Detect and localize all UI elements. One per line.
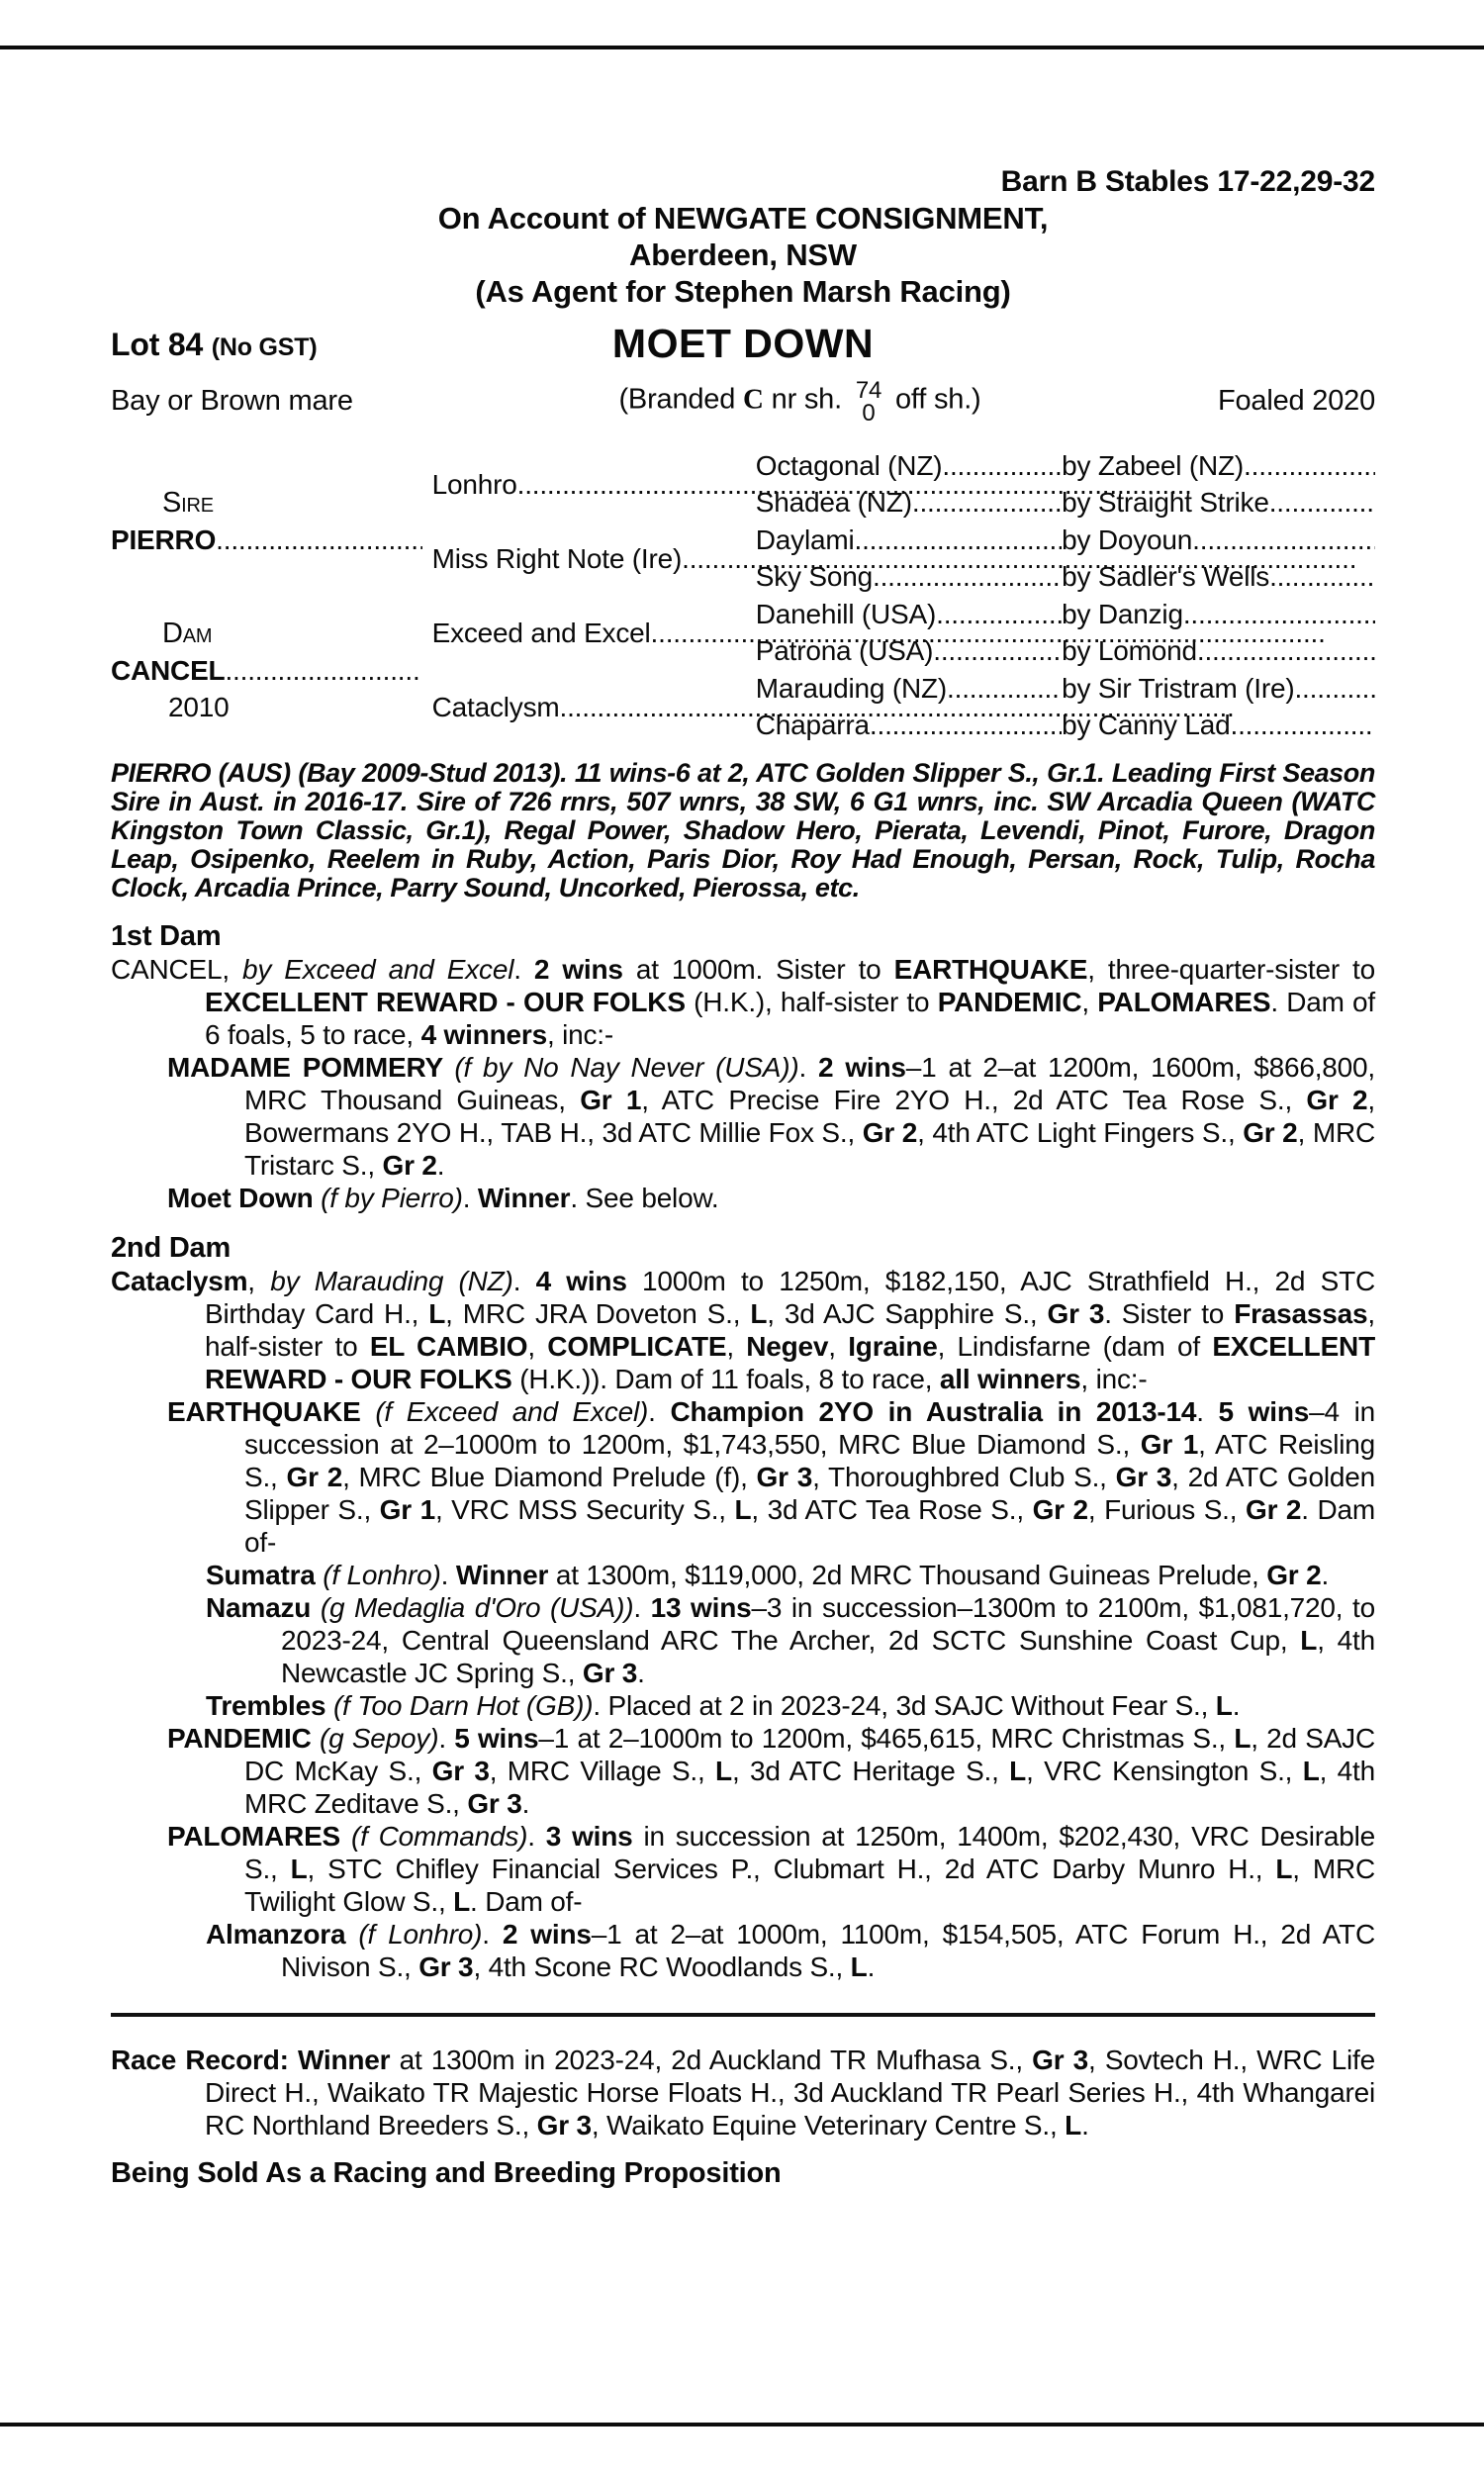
pedigree-row: Daylami ..... by Doyoun ..... xyxy=(756,522,1375,559)
pedigree-row: Sky Song ..... by Sadler's Wells ..... xyxy=(756,559,1375,597)
pedigree-row: Danehill (USA) ..... by Danzig ..... xyxy=(756,596,1375,633)
barn-stables-line: Barn B Stables 17-22,29-32 xyxy=(1000,165,1375,198)
pedigree-row: Octagonal (NZ) ..... by Zabeel (NZ) ..... xyxy=(756,447,1375,485)
brand-number-bottom: 0 xyxy=(862,400,876,427)
leader-dots xyxy=(912,487,1062,519)
color-sex: Bay or Brown mare xyxy=(111,384,353,417)
brand-suffix: off sh.) xyxy=(895,383,981,416)
brand-symbol: C xyxy=(743,383,764,416)
entry-trembles: Trembles (f Too Darn Hot (GB)). Placed at 2 in 2023-24, 3d SAJC Without Fear S., L. xyxy=(206,1690,1241,1721)
consignor-line-1: On Account of NEWGATE CONSIGNMENT, xyxy=(437,201,1049,236)
entry-namazu: Namazu (g Medaglia d'Oro (USA)). 13 wins–3 in succession–1300m to 2100m, $1,081,720, to 2023-24, Central Queensland ARC The Archer, 2d SCTC Sunshine Coast Cup, L, 4th Newcastle JC Spring S., Gr 3. xyxy=(206,1592,1375,1688)
lot-number-label: Lot 84 xyxy=(111,327,204,362)
second-dam-heading: 2nd Dam xyxy=(111,1232,232,1264)
first-dam-paragraph-cancel: CANCEL, by Exceed and Excel. 2 wins at 1000m. Sister to EARTHQUAKE, three-quarter-sister to EXCELLENT REWARD - OUR FOLKS (H.K.), half-sister to PANDEMIC, PALOMARES. Dam of 6 foals, 5 to race, 4 winners, inc:- xyxy=(111,954,1375,1050)
leader-dots xyxy=(225,652,421,689)
pedigree-row: Marauding (NZ) ..... by Sir Tristram (Ire) ..... xyxy=(756,670,1375,708)
sire-summary-paragraph: PIERRO (AUS) (Bay 2009-Stud 2013). 11 wins-6 at 2, ATC Golden Slipper S., Gr.1. Leading First Season Sire in Aust. in 2016-17. Sire of 726 rnrs, 507 wnrs, 38 SW, 6 G1 wnrs, inc. SW Arcadia Queen (WATC Kingston Town Classic, Gr.1), Regal Power, Shadow Hero, Pierata, Levendi, Pinot, Furore, Dragon Leap, Osipenko, Reelem in Ruby, Action, Paris Dior, Roy Had Enough, Persan, Rock, Tulip, Rocha Clock, Arcadia Prince, Parry Sound, Uncorked, Pierossa, etc. xyxy=(111,758,1375,903)
horse-description-row xyxy=(111,374,1375,428)
first-dam-heading: 1st Dam xyxy=(111,920,222,952)
pedigree-row: Shadea (NZ) ..... by Straight Strike ..... xyxy=(756,485,1375,523)
leader-dots xyxy=(936,599,1062,630)
leader-dots xyxy=(1183,599,1375,630)
leader-dots xyxy=(947,673,1062,705)
pedigree-row: Patrona (USA) ..... by Lomond ..... xyxy=(756,633,1375,671)
brand-number-stack xyxy=(850,379,887,425)
section-divider-line xyxy=(111,2013,1375,2017)
entry-almanzora: Almanzora (f Lonhro). 2 wins–1 at 2–at 1000m, 1100m, $154,505, ATC Forum H., 2d ATC Nivison S., Gr 3, 4th Scone RC Woodlands S., L. xyxy=(206,1919,1375,1982)
foaled-year: Foaled 2020 xyxy=(1217,384,1375,417)
sire-block xyxy=(111,447,432,596)
sire-label: Sire xyxy=(162,487,214,519)
second-dam-paragraph-cataclysm: Cataclysm, by Marauding (NZ). 4 wins 1000m to 1250m, $182,150, AJC Strathfield H., 2d STC Birthday Card H., L, MRC JRA Doveton S., L, 3d AJC Sapphire S., Gr 3. Sister to Frasassas, half-sister to EL CAMBIO, COMPLICATE, Negev, Igraine, Lindisfarne (dam of EXCELLENT REWARD - OUR FOLKS (H.K.)). Dam of 11 foals, 8 to race, all winners, inc:- xyxy=(111,1266,1375,1394)
brand-info xyxy=(462,377,1138,427)
leader-dots xyxy=(873,561,1062,593)
pedigree-row: Chaparra ..... by Canny Lad ..... xyxy=(756,708,1375,745)
entry-sumatra: Sumatra (f Lonhro). Winner at 1300m, $119,000, 2d MRC Thousand Guineas Prelude, Gr 2. xyxy=(206,1560,1330,1590)
consignor-line-2: Aberdeen, NSW xyxy=(629,238,857,272)
dam-foaling-year: 2010 xyxy=(168,691,230,722)
brand-prefix: (Branded xyxy=(618,383,736,416)
leader-dots xyxy=(1244,450,1375,482)
gen2-sire-sire: Lonhro ..... xyxy=(432,447,756,522)
sire-name: PIERRO xyxy=(111,524,217,555)
leader-dots xyxy=(855,524,1063,556)
consignor-line-3: (As Agent for Stephen Marsh Racing) xyxy=(475,274,1011,309)
entry-moet-down: Moet Down (f by Pierro). Winner. See below. xyxy=(167,1183,719,1213)
bottom-border-line xyxy=(0,2423,1484,2426)
dam-block xyxy=(111,596,432,744)
leader-dots xyxy=(942,450,1062,482)
gen2-sire-dam: Miss Right Note (Ire) ..... xyxy=(432,522,756,596)
gen2-dam-dam: Cataclysm ..... xyxy=(432,670,756,744)
leader-dots xyxy=(870,710,1062,741)
lot-number xyxy=(111,327,317,363)
leader-dots xyxy=(1269,487,1375,519)
entry-madame-pommery: MADAME POMMERY (f by No Nay Never (USA)). 2 wins–1 at 2–at 1200m, 1600m, $866,800, MRC Thousand Guineas, Gr 1, ATC Precise Fire 2YO H., 2d ATC Tea Rose S., Gr 2, Bowermans 2YO H., TAB H., 3d ATC Millie Fox S., Gr 2, 4th ATC Light Fingers S., Gr 2, MRC Tristarc S., Gr 2. xyxy=(167,1052,1376,1181)
pedigree-table xyxy=(111,447,1375,744)
pedigree-gen1-column xyxy=(111,447,432,744)
entry-pandemic: PANDEMIC (g Sepoy). 5 wins–1 at 2–1000m to 1200m, $465,615, MRC Christmas S., L, 2d SAJC DC McKay S., Gr 3, MRC Village S., L, 3d ATC Heritage S., L, VRC Kensington S., L, 4th MRC Zeditave S., Gr 3. xyxy=(167,1723,1375,1819)
sale-condition-note: Being Sold As a Racing and Breeding Proposition xyxy=(111,2157,782,2189)
lot-title-row xyxy=(111,319,1375,368)
entry-palomares: PALOMARES (f Commands). 3 wins in succession at 1250m, 1400m, $202,430, VRC Desirable S., L, STC Chifley Financial Services P., Clubmart H., 2d ATC Darby Munro H., L, MRC Twilight Glow S., L. Dam of- xyxy=(167,1821,1376,1917)
leader-dots xyxy=(1231,710,1375,741)
pedigree-gen3-column xyxy=(756,447,1375,744)
brand-number-top: 74 xyxy=(855,377,882,404)
leader-dots xyxy=(1192,524,1375,556)
race-record-paragraph: Race Record: Winner at 1300m in 2023-24, 2d Auckland TR Mufhasa S., Gr 3, Sovtech H., WRC Life Direct H., Waikato TR Majestic Horse Floats H., 3d Auckland TR Pearl Series H., 4th Whangarei RC Northland Breeders S., Gr 3, Waikato Equine Veterinary Centre S., L. xyxy=(111,2045,1375,2141)
page-title: MOET DOWN xyxy=(611,321,875,366)
leader-dots xyxy=(216,522,421,558)
gst-note: (No GST) xyxy=(211,333,318,361)
leader-dots xyxy=(1197,635,1375,667)
entry-earthquake: EARTHQUAKE (f Exceed and Excel). Champion 2YO in Australia in 2013-14. 5 wins–4 in succession at 2–1000m to 1200m, $1,743,550, MRC Blue Diamond S., Gr 1, ATC Reisling S., Gr 2, MRC Blue Diamond Prelude (f), Gr 3, Thoroughbred Club S., Gr 3, 2d ATC Golden Slipper S., Gr 1, VRC MSS Security S., L, 3d ATC Tea Rose S., Gr 2, Furious S., Gr 2. Dam of- xyxy=(167,1396,1376,1558)
dam-label: Dam xyxy=(162,617,213,649)
brand-mid: nr sh. xyxy=(771,383,842,416)
leader-dots xyxy=(933,635,1062,667)
gen2-dam-sire: Exceed and Excel ..... xyxy=(432,596,756,670)
dam-name: CANCEL xyxy=(111,654,226,686)
pedigree-gen2-column xyxy=(432,447,756,744)
leader-dots xyxy=(1269,561,1375,593)
leader-dots xyxy=(1294,673,1375,705)
page-content xyxy=(111,0,1375,2190)
